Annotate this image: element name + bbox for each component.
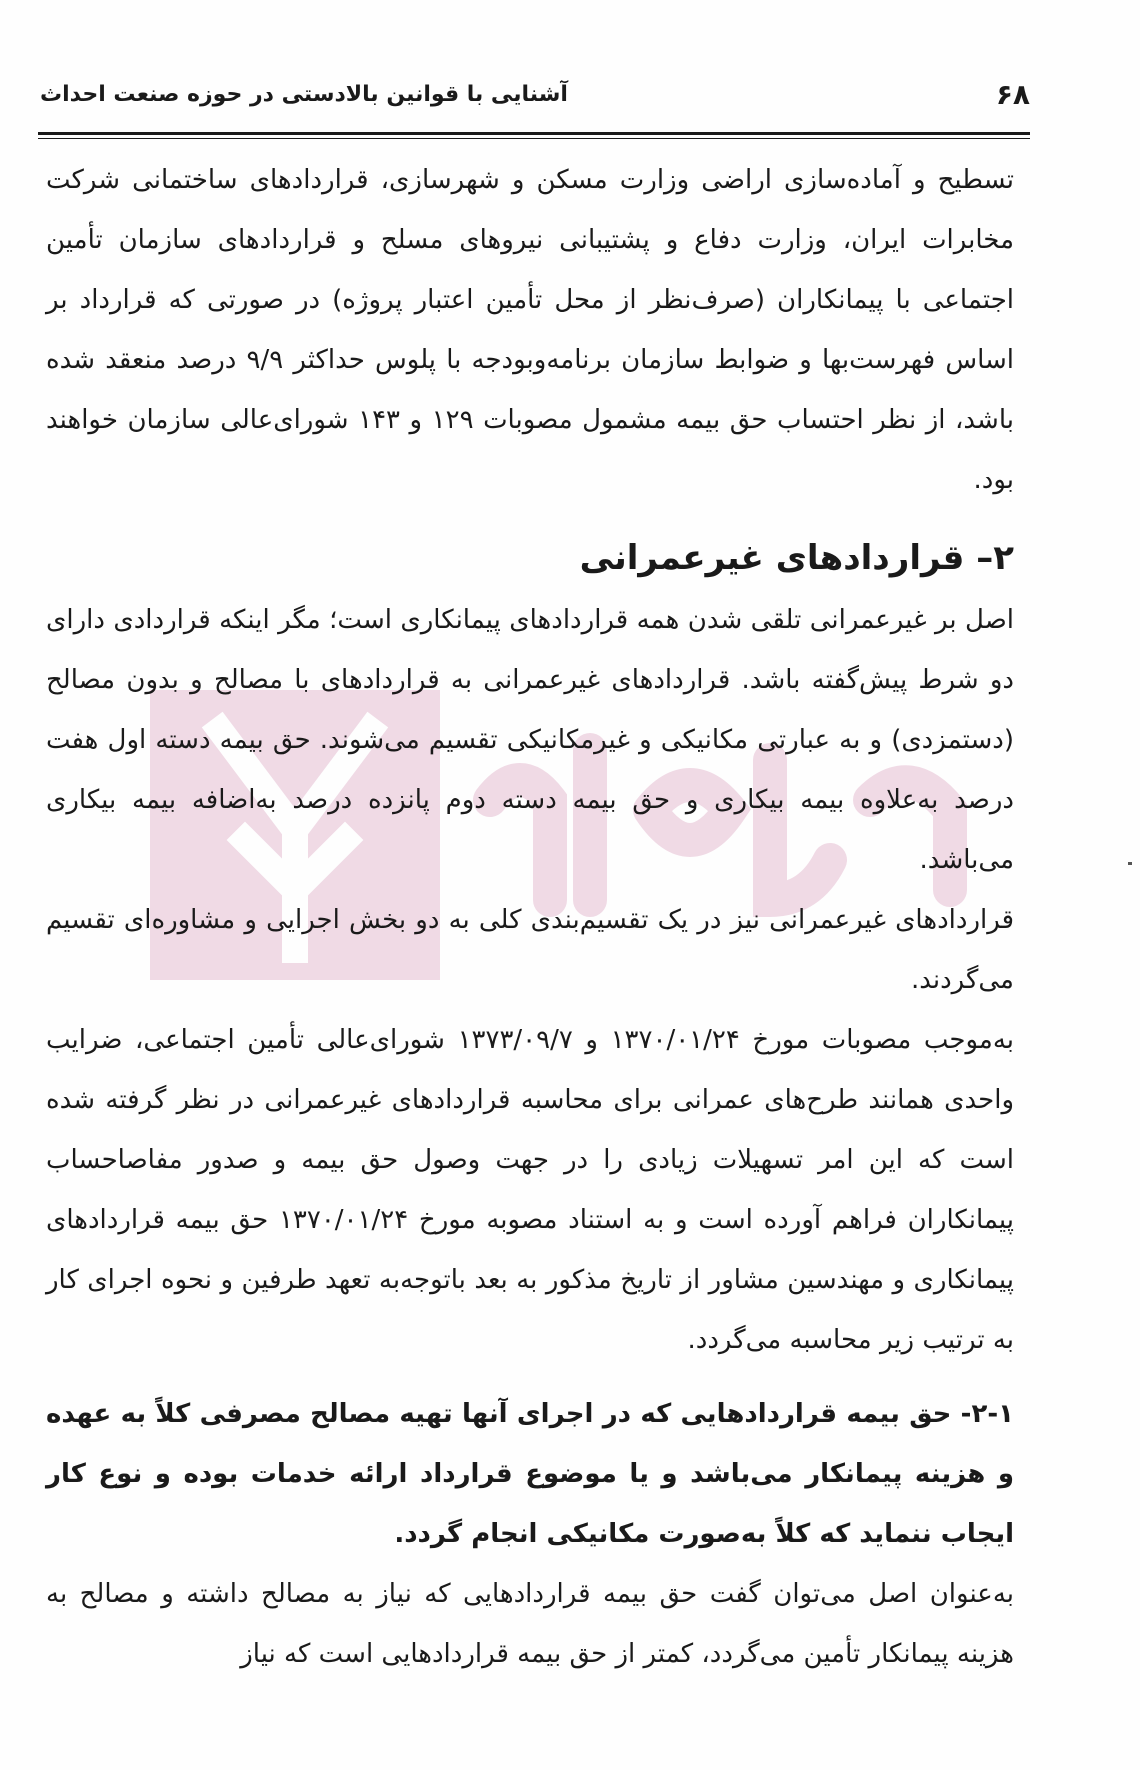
paragraph: به‌عنوان اصل می‌توان گفت حق بیمه قراردادهایی که نیاز به مصالح داشته و مصالح به هزینه پیمانکار تأمین می‌گردد، کمتر از حق بیمه قراردادهایی است که نیاز: [46, 1579, 1014, 1669]
page-number: ۶۸: [995, 78, 1030, 111]
section-heading: ۲– قراردادهای غیرعمرانی: [579, 538, 1014, 578]
page-body: [46, 150, 1014, 1684]
paragraph: به‌موجب مصوبات مورخ ۱۳۷۰/۰۱/۲۴ و ۱۳۷۳/۰۹/۷ شورای‌عالی تأمین اجتماعی، ضرایب واحدی همانند طرح‌های عمرانی برای محاسبه قراردادهای غیرعمرانی در نظر گرفته شده است که این امر تسهیلات زیادی را در جهت وصول حق بیمه و صدور مفاصاحساب پیمانکاران فراهم آورده است و به استناد مصوبه مورخ ۱۳۷۰/۰۱/۲۴ حق بیمه قراردادهای پیمانکاری و مهندسین مشاور از تاریخ مذکور به بعد باتوجه‌به تعهد طرفین و نحوه اجرای کار به ترتیب زیر محاسبه می‌گردد.: [46, 1025, 1014, 1355]
running-header: [40, 78, 1030, 128]
running-title: آشنایی با قوانین بالادستی در حوزه صنعت احداث: [40, 82, 568, 107]
paragraph: قراردادهای غیرعمرانی نیز در یک تقسیم‌بندی کلی به دو بخش اجرایی و مشاوره‌ای تقسیم می‌گردند.: [46, 905, 1014, 995]
page-edge-mark: [1128, 862, 1132, 865]
header-rule: [38, 132, 1030, 135]
subsection-heading: ۲-۱- حق بیمه قراردادهایی که در اجرای آنها تهیه مصالح مصرفی کلاً به عهده و هزینه پیمانکار می‌باشد و یا موضوع قرارداد ارائه خدمات بوده و نوع کار ایجاب ننماید که کلاً به‌صورت مکانیکی انجام گردد.: [46, 1399, 1014, 1549]
paragraph-intro: تسطیح و آماده‌سازی اراضی وزارت مسکن و شهرسازی، قراردادهای ساختمانی شرکت مخابرات ایران، وزارت دفاع و پشتیبانی نیروهای مسلح و قراردادهای سازمان تأمین اجتماعی با پیمانکاران (صرف‌نظر از محل تأمین اعتبار پروژه) در صورتی که قرارداد بر اساس فهرست‌بها و ضوابط سازمان برنامه‌وبودجه با پلوس حداکثر ۹/۹ درصد منعقد شده باشد، از نظر احتساب حق بیمه مشمول مصوبات ۱۲۹ و ۱۴۳ شورای‌عالی سازمان خواهند بود.: [46, 165, 1014, 495]
paragraph: اصل بر غیرعمرانی تلقی شدن همه قراردادهای پیمانکاری است؛ مگر اینکه قراردادی دارای دو شرط پیش‌گفته باشد. قراردادهای غیرعمرانی به قراردادهای با مصالح و بدون مصالح (دستمزدی) و به عبارتی مکانیکی و غیرمکانیکی تقسیم می‌شوند. حق بیمه دسته اول هفت درصد به‌علاوه بیمه بیکاری و حق بیمه دسته دوم پانزده درصد به‌اضافه بیمه بیکاری می‌باشد.: [46, 605, 1014, 875]
header-rule-thin: [38, 138, 1030, 139]
